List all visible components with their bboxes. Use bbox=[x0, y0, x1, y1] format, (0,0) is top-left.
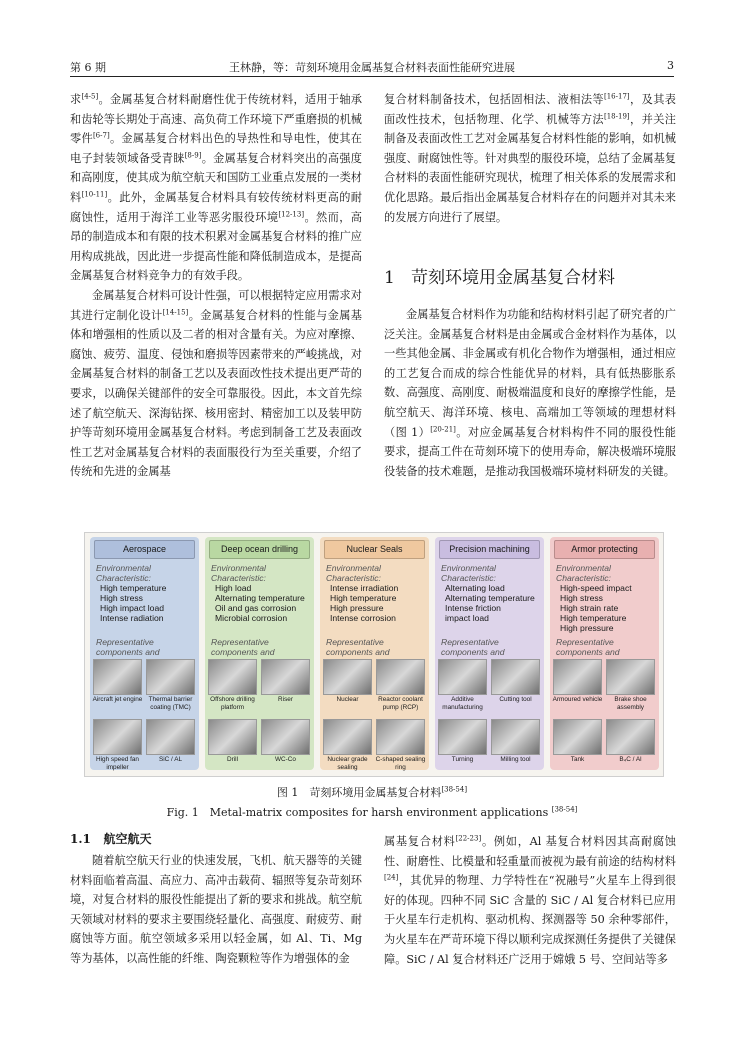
figure-panel bbox=[320, 537, 429, 770]
component-label: Riser bbox=[278, 696, 293, 703]
paragraph bbox=[70, 90, 362, 286]
environment-item: impact load bbox=[445, 613, 489, 623]
running-title: 王林静，等：苛刻环境用金属基复合材料表面性能研究进展 bbox=[229, 61, 515, 74]
component-label: High speed fan impeller bbox=[96, 756, 139, 771]
environment-item: High load bbox=[215, 583, 252, 593]
component-label: Turning bbox=[451, 756, 474, 763]
text-run: 。金属基复合材料出色的导热性和导电性，使其在电子封装领域备受青睐 bbox=[70, 132, 362, 165]
environment-heading: Environmental Characteristic: bbox=[556, 563, 611, 583]
environment-item: High-speed impact bbox=[560, 583, 632, 593]
citation-ref: [6-7] bbox=[92, 131, 110, 140]
environment-heading: Environmental Characteristic: bbox=[96, 563, 151, 583]
citation-ref: [12-13] bbox=[278, 209, 305, 218]
figure-panel bbox=[550, 537, 659, 770]
page-number: 3 bbox=[667, 59, 674, 72]
section1-paragraph bbox=[384, 305, 676, 481]
environment-item: High stress bbox=[100, 593, 143, 603]
panel-title: Armor protecting bbox=[554, 540, 655, 559]
environment-item: Intense friction bbox=[445, 603, 501, 613]
environment-list bbox=[96, 563, 199, 623]
components-heading: Representative components and bbox=[326, 637, 390, 657]
component-photo bbox=[491, 719, 540, 755]
component-photo bbox=[323, 659, 372, 695]
paragraph bbox=[384, 90, 676, 227]
citation-ref: [20-21] bbox=[430, 424, 456, 433]
environment-item: Alternating temperature bbox=[445, 593, 535, 603]
text-run: ，并关注制备及表面改性工艺对金属基复合材料性能的影响，如机械强度、耐腐蚀性等。针对典型的服役环境，总结了金属基复合材料的表面性能研究现状，梳理了相关体系的发展需求和优化思路。最后指出金属基复合材料存在的问题并对其未来的发展方向进行了展望。 bbox=[384, 112, 676, 224]
component-label: Aircraft jet engine bbox=[92, 696, 143, 703]
environment-item: Alternating temperature bbox=[215, 593, 305, 603]
citation-ref: [16-17] bbox=[604, 92, 630, 101]
figure-1 bbox=[84, 532, 664, 777]
panel-title: Precision machining bbox=[439, 540, 540, 559]
text-run: 求 bbox=[70, 93, 82, 106]
component-photo bbox=[261, 659, 310, 695]
environment-list bbox=[441, 563, 544, 623]
environment-list bbox=[556, 563, 659, 633]
running-header bbox=[70, 55, 674, 75]
component-photo bbox=[438, 659, 487, 695]
component-photo bbox=[323, 719, 372, 755]
text-run: 金属基复合材料作为功能和结构材料引起了研究者的广泛关注。金属基复合材料是由金属或合金材料作为基体，以一些其他金属、非金属或有机化合物作为增强相，通过相应的工艺复合而成的综合性能优异的材料，具有低热膨胀系数、高强度、高刚度、耐极端温度和良好的摩擦学性能，是航空航天、海洋环境、核电、高端加工等领域的理想材料（图 1） bbox=[384, 308, 676, 439]
environment-item: Intense irradiation bbox=[330, 583, 399, 593]
text-run: 。例如，Al 基复合材料因其高耐腐蚀性、耐磨性、比模量和轻重量而被视为最有前途的结构材料 bbox=[384, 835, 676, 868]
components-heading: Representative components and bbox=[96, 637, 160, 657]
component-label: Offshore drilling platform bbox=[210, 696, 255, 711]
paragraph bbox=[70, 851, 362, 969]
component-photo bbox=[261, 719, 310, 755]
left-column-bottom bbox=[70, 851, 362, 969]
paragraph bbox=[384, 305, 676, 481]
component-label: Nuclear bbox=[336, 696, 359, 703]
citation-ref: [22-23] bbox=[455, 834, 482, 843]
components-heading: Representative components and bbox=[211, 637, 275, 657]
figure-panel bbox=[435, 537, 544, 770]
environment-item: Intense radiation bbox=[100, 613, 164, 623]
component-label: Reactor coolant pump (RCP) bbox=[378, 696, 423, 711]
component-photo bbox=[93, 659, 142, 695]
subsection-heading-1-1: 1.1 航空航天 bbox=[70, 832, 152, 846]
text-run: 。金属基复合材料突出的高强度和高刚度，使其成为航空航天和国防工业重点发展的一类材料 bbox=[70, 151, 362, 204]
component-label: Additive manufacturing bbox=[442, 696, 483, 711]
issue-number: 第 6 期 bbox=[70, 61, 106, 74]
components-heading: Representative components and bbox=[441, 637, 505, 657]
environment-heading: Environmental Characteristic: bbox=[326, 563, 381, 583]
text-run: 属基复合材料 bbox=[384, 835, 456, 848]
environment-item: High temperature bbox=[560, 613, 627, 623]
environment-item: Oil and gas corrosion bbox=[215, 603, 297, 613]
component-label: C-shaped sealing ring bbox=[375, 756, 426, 771]
figure-caption-cn: 图 1 苛刻环境用金属基复合材料[38-54] bbox=[276, 785, 468, 799]
citation-ref: [10-11] bbox=[81, 190, 108, 199]
component-label: Drill bbox=[226, 756, 238, 763]
component-photo bbox=[606, 719, 655, 755]
right-column-bottom bbox=[384, 832, 676, 969]
environment-item: Intense corrosion bbox=[330, 613, 396, 623]
text-run: 。然而，高昂的制造成本和有限的技术积累对金属基复合材料的推广应用构成挑战，因此进一步提高性能和降低制造成本，是提高金属基复合材料竞争力的有效手段。 bbox=[70, 210, 362, 283]
component-label: Nuclear grade sealing bbox=[327, 756, 368, 771]
environment-item: Microbial corrosion bbox=[215, 613, 288, 623]
text-run: 。金属基复合材料耐磨性优于传统材料，适用于轴承和齿轮等长期处于高速、高负荷工作环境下严重磨损的机械零件 bbox=[70, 93, 362, 146]
text-run: 随着航空航天行业的快速发展，飞机、航天器等的关键材料面临着高温、高应力、高冲击载荷、辐照等复杂苛刻环境，对复合材料的服役性能提出了新的要求和挑战。航空航天领域对材料的要求主要围绕轻量化、高强度、耐疲劳、耐腐蚀等方面。航空领域多采用以轻金属，如 Al、Ti、Mg 等为基体，以高性能的纤维、陶瓷颗粒等作为增强体的金 bbox=[70, 854, 362, 965]
section-heading-1: 1 苛刻环境用金属基复合材料 bbox=[384, 268, 616, 288]
citation-ref: [24] bbox=[384, 873, 399, 882]
components-heading: Representative components and bbox=[556, 637, 620, 657]
citation-ref: [14-15] bbox=[162, 307, 189, 316]
component-photo bbox=[208, 719, 257, 755]
right-column-top bbox=[384, 90, 676, 227]
environment-list bbox=[326, 563, 429, 623]
environment-item: High impact load bbox=[100, 603, 165, 613]
component-label: Brake shoe assembly bbox=[614, 696, 647, 711]
text-run: ，其优异的物理、力学特性在“祝融号”火星车上得到很好的体现。四种不同 SiC 含量的 SiC / Al 复合材料已应用于火星车行走机构、驱动机构、探测器等 50 余种零部件，为火星车在严苛环境下得以顺利完成探测任务提供了关键保障。SiC / Al 复合材料还广泛用于嫦娥 5 号、空间站等多 bbox=[384, 874, 676, 966]
environment-item: High temperature bbox=[330, 593, 397, 603]
component-label: Cutting tool bbox=[499, 696, 532, 703]
component-label: Milling tool bbox=[500, 756, 531, 763]
environment-heading: Environmental Characteristic: bbox=[441, 563, 496, 583]
text-run: 。金属基复合材料的性能与金属基体和增强相的性质以及二者的相对含量有关。为应对摩擦、腐蚀、疲劳、温度、侵蚀和磨损等因素带来的严峻挑战，对金属基复合材料的制备工艺以及表面改性技术提出更严苛的要求，以确保关键部件的安全可靠服役。因此，本文首先综述了航空航天、深海钻探、核用密封、精密加工以及装甲防护等苛刻环境用金属基复合材料。考虑到制备工艺及表面改性工艺对金属基复合材料的表面服役行为至关重要，介绍了传统和先进的金属基 bbox=[70, 308, 362, 479]
paragraph bbox=[384, 832, 676, 969]
component-photo bbox=[208, 659, 257, 695]
component-photo bbox=[438, 719, 487, 755]
environment-item: High pressure bbox=[330, 603, 384, 613]
figure-panel bbox=[90, 537, 199, 770]
component-label: WC-Co bbox=[275, 756, 296, 763]
environment-item: High stress bbox=[560, 593, 603, 603]
figure-panel bbox=[205, 537, 314, 770]
paragraph bbox=[70, 286, 362, 482]
component-photo bbox=[491, 659, 540, 695]
component-label: Tank bbox=[570, 756, 585, 763]
environment-item: High temperature bbox=[100, 583, 167, 593]
environment-heading: Environmental Characteristic: bbox=[211, 563, 266, 583]
citation-ref: [18-19] bbox=[604, 111, 630, 120]
component-photo bbox=[376, 719, 425, 755]
text-run: 。对应金属基复合材料构件不同的服役性能要求，提高工件在苛刻环境下的使用寿命，解决极端环境服役装备的技术难题，是推动我国极端环境材料研发的关键。 bbox=[384, 425, 676, 478]
text-run: 。此外，金属基复合材料具有较传统材料更高的耐腐蚀性，适用于海洋工业等恶劣服役环境 bbox=[70, 190, 362, 224]
panel-title: Aerospace bbox=[94, 540, 195, 559]
environment-item: High strain rate bbox=[560, 603, 619, 613]
component-label: Thermal barrier coating (TMC) bbox=[148, 696, 193, 711]
component-label: B₄C / Al bbox=[619, 756, 642, 763]
component-photo bbox=[93, 719, 142, 755]
left-column-top bbox=[70, 90, 362, 482]
panel-title: Deep ocean drilling bbox=[209, 540, 310, 559]
component-photo bbox=[553, 659, 602, 695]
component-label: Armoured vehicle bbox=[552, 696, 603, 703]
environment-list bbox=[211, 563, 314, 623]
component-photo bbox=[606, 659, 655, 695]
text-run: 复合材料制备技术，包括固相法、液相法等 bbox=[384, 93, 604, 106]
header-rule bbox=[70, 76, 674, 77]
panel-title: Nuclear Seals bbox=[324, 540, 425, 559]
figure-caption-en: Fig. 1 Metal-matrix composites for harsh environment applications [38-54] bbox=[166, 805, 578, 819]
text-run: ，及其表面改性技术，包括物理、化学、机械等方法 bbox=[384, 93, 676, 126]
environment-item: High pressure bbox=[560, 623, 614, 633]
environment-item: Alternating load bbox=[445, 583, 505, 593]
citation-ref: [8-9] bbox=[184, 151, 202, 160]
citation-ref: [4-5] bbox=[81, 92, 99, 101]
component-photo bbox=[553, 719, 602, 755]
text-run: 金属基复合材料可设计性强，可以根据特定应用需求对其进行定制化设计 bbox=[70, 288, 362, 322]
component-photo bbox=[146, 659, 195, 695]
component-label: SiC / AL bbox=[158, 756, 183, 763]
component-photo bbox=[376, 659, 425, 695]
component-photo bbox=[146, 719, 195, 755]
